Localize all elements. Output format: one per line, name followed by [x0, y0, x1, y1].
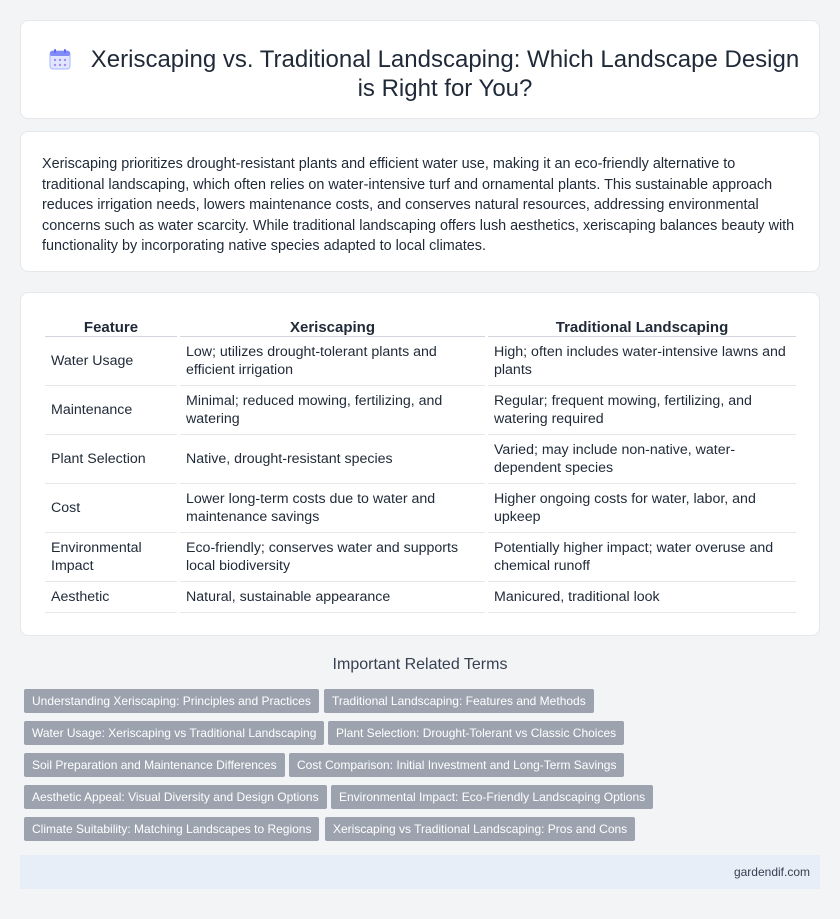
page-title: Xeriscaping vs. Traditional Landscaping: Which Landscape Design is Right for You? [90, 46, 800, 102]
table-cell: Varied; may include non-native, water-dependent species [488, 435, 796, 484]
intro-text: Xeriscaping prioritizes drought-resistant plants and efficient water use, making it an eco-friendly alternative to traditional landscaping, which often relies on water-intensive turf and ornamental plants. This sustainable approach reduces irrigation needs, lowers maintenance costs, and conserves natural resources, addressing environmental concerns such as water scarcity. While traditional landscaping offers lush aesthetics, xeriscaping balances beauty with functionality by incorporating native species adapted to local climates. [42, 156, 795, 254]
related-term-link[interactable]: Environmental Impact: Eco-Friendly Landscaping Options [331, 785, 653, 809]
related-term-link[interactable]: Cost Comparison: Initial Investment and Long-Term Savings [289, 753, 624, 777]
related-term-link[interactable]: Climate Suitability: Matching Landscapes to Regions [24, 817, 319, 841]
table-row [45, 386, 796, 435]
header-card [20, 20, 820, 119]
footer-site-link[interactable]: gardendif.com [733, 865, 810, 879]
table-cell: Minimal; reduced mowing, fertilizing, and watering [180, 386, 485, 435]
table-cell: Regular; frequent mowing, fertilizing, and watering required [488, 386, 796, 435]
table-cell: Manicured, traditional look [488, 582, 796, 613]
related-term-link[interactable]: Soil Preparation and Maintenance Differences [24, 753, 285, 777]
related-term-link[interactable]: Understanding Xeriscaping: Principles and Practices [24, 689, 319, 713]
column-header-xeriscaping: Xeriscaping [180, 315, 485, 337]
comparison-table [42, 315, 799, 613]
comparison-table-card [20, 292, 820, 636]
related-term-link[interactable]: Aesthetic Appeal: Visual Diversity and Design Options [24, 785, 327, 809]
column-header-feature: Feature [45, 315, 177, 337]
table-cell: Native, drought-resistant species [180, 435, 485, 484]
table-row [45, 337, 796, 386]
table-cell: Aesthetic [45, 582, 177, 613]
table-cell: Maintenance [45, 386, 177, 435]
calendar-icon [48, 47, 72, 71]
related-term-link[interactable]: Plant Selection: Drought-Tolerant vs Classic Choices [328, 721, 624, 745]
table-cell: Low; utilizes drought-tolerant plants and efficient irrigation [180, 337, 485, 386]
table-cell: Plant Selection [45, 435, 177, 484]
table-cell: Cost [45, 484, 177, 533]
related-terms-heading: Important Related Terms [332, 656, 508, 673]
table-cell: Potentially higher impact; water overuse and chemical runoff [488, 533, 796, 582]
table-row [45, 484, 796, 533]
table-cell: High; often includes water-intensive lawns and plants [488, 337, 796, 386]
table-header-row [45, 315, 796, 337]
column-header-traditional: Traditional Landscaping [488, 315, 796, 337]
table-row [45, 435, 796, 484]
table-cell: Water Usage [45, 337, 177, 386]
table-cell: Higher ongoing costs for water, labor, and upkeep [488, 484, 796, 533]
related-term-link[interactable]: Xeriscaping vs Traditional Landscaping: Pros and Cons [325, 817, 635, 841]
table-cell: Natural, sustainable appearance [180, 582, 485, 613]
table-cell: Lower long-term costs due to water and maintenance savings [180, 484, 485, 533]
related-term-link[interactable]: Water Usage: Xeriscaping vs Traditional Landscaping [24, 721, 324, 745]
table-cell: Eco-friendly; conserves water and supports local biodiversity [180, 533, 485, 582]
table-row [45, 533, 796, 582]
footer [20, 855, 820, 889]
table-row [45, 582, 796, 613]
related-term-link[interactable]: Traditional Landscaping: Features and Methods [324, 689, 594, 713]
table-cell: Environmental Impact [45, 533, 177, 582]
intro-card [20, 131, 820, 272]
